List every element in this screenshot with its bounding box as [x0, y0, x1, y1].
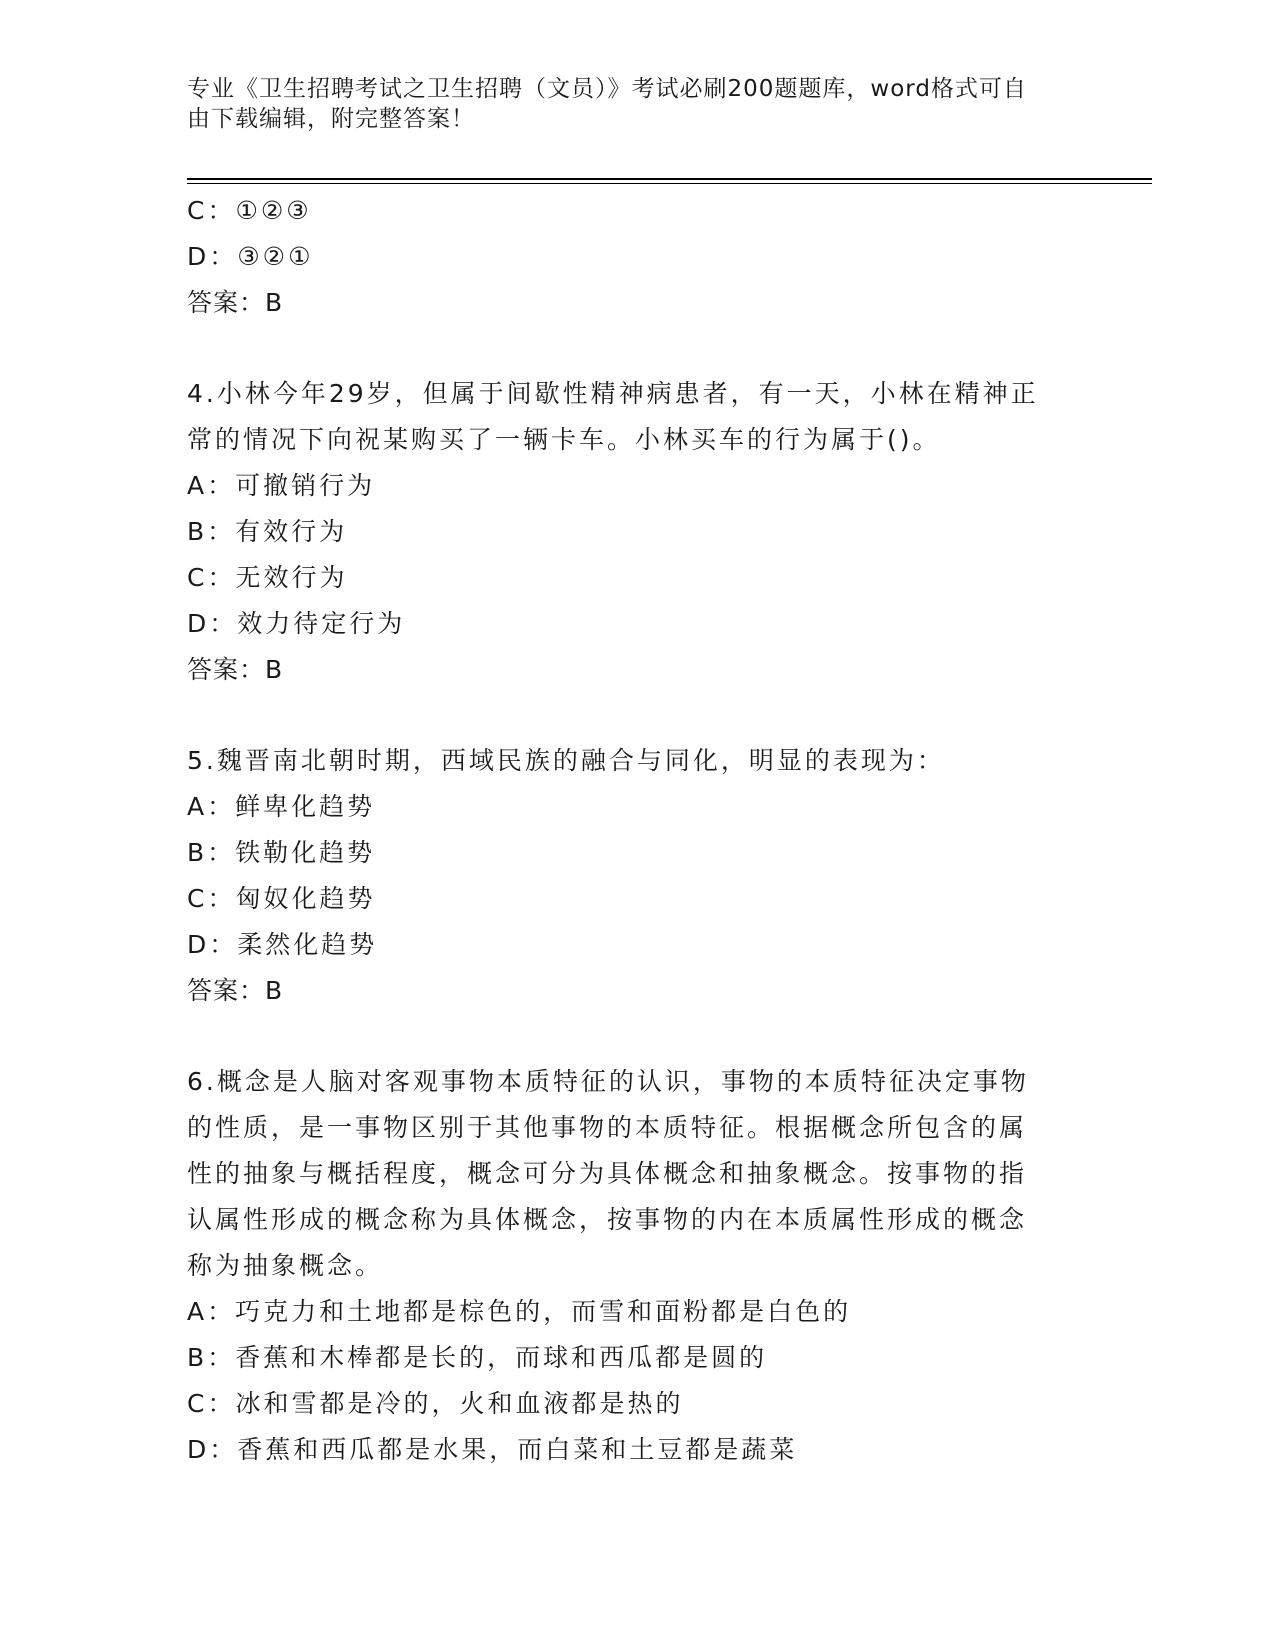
question-stem-line: 称为抽象概念。 — [187, 1251, 384, 1280]
question-content — [187, 188, 1087, 1473]
option-b: B：香蕉和木棒都是长的，而球和西瓜都是圆的 — [187, 1343, 768, 1372]
option-d: D：香蕉和西瓜都是水果，而白菜和土豆都是蔬菜 — [187, 1435, 798, 1464]
question-4 — [187, 371, 1087, 693]
header-line-2: 由下载编辑，附完整答案！ — [187, 106, 475, 132]
option-c: C：①②③ — [187, 196, 312, 225]
prev-question — [187, 188, 1087, 326]
question-stem-line: 4.小林今年29岁，但属于间歇性精神病患者，有一天，小林在精神正 — [187, 379, 1039, 408]
option-c: C：匈奴化趋势 — [187, 884, 376, 913]
page-header — [187, 74, 1067, 134]
answer-line: 答案：B — [187, 288, 284, 317]
option-b: B：有效行为 — [187, 517, 348, 546]
option-a: A：鲜卑化趋势 — [187, 792, 376, 821]
header-line-1: 专业《卫生招聘考试之卫生招聘（文员）》考试必刷200题题库，word格式可自 — [187, 76, 1027, 102]
option-b: B：铁勒化趋势 — [187, 838, 376, 867]
question-6 — [187, 1059, 1087, 1473]
option-d: D：效力待定行为 — [187, 609, 406, 638]
question-stem-line: 认属性形成的概念称为具体概念，按事物的内在本质属性形成的概念 — [187, 1205, 1028, 1234]
spacer — [187, 1014, 1087, 1059]
option-c: C：无效行为 — [187, 563, 348, 592]
question-stem-line: 5.魏晋南北朝时期，西域民族的融合与同化，明显的表现为： — [187, 746, 945, 775]
header-divider-thick — [187, 178, 1152, 180]
answer-line: 答案：B — [187, 655, 284, 684]
option-c: C：冰和雪都是冷的，火和血液都是热的 — [187, 1389, 684, 1418]
header-divider-thin — [187, 183, 1152, 184]
question-stem-line: 6.概念是人脑对客观事物本质特征的认识，事物的本质特征决定事物 — [187, 1067, 1029, 1096]
spacer — [187, 326, 1087, 371]
option-d: D：柔然化趋势 — [187, 930, 378, 959]
option-a: A：巧克力和土地都是棕色的，而雪和面粉都是白色的 — [187, 1297, 852, 1326]
question-stem-line: 常的情况下向祝某购买了一辆卡车。小林买车的行为属于()。 — [187, 425, 941, 454]
option-d: D：③②① — [187, 242, 314, 271]
option-a: A：可撤销行为 — [187, 471, 376, 500]
question-5 — [187, 738, 1087, 1014]
question-stem-line: 的性质，是一事物区别于其他事物的本质特征。根据概念所包含的属 — [187, 1113, 1028, 1142]
spacer — [187, 693, 1087, 738]
question-stem-line: 性的抽象与概括程度，概念可分为具体概念和抽象概念。按事物的指 — [187, 1159, 1028, 1188]
answer-line: 答案：B — [187, 976, 284, 1005]
